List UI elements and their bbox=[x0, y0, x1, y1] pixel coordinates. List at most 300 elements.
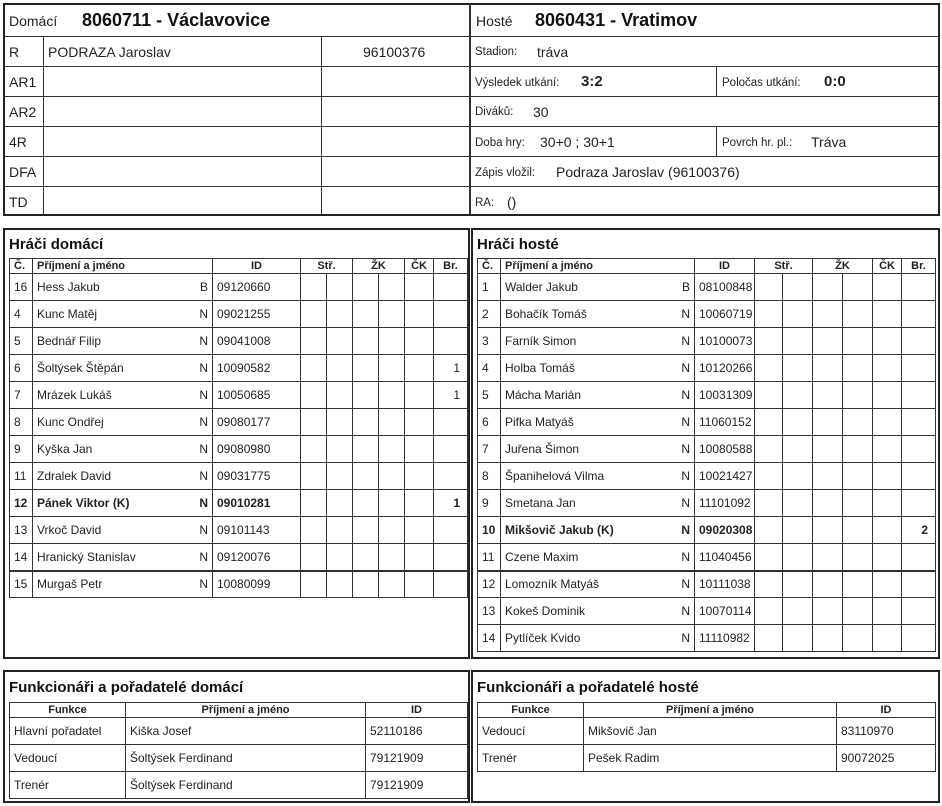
player-row bbox=[10, 409, 468, 436]
yellow-1 bbox=[353, 463, 379, 490]
yellow-1 bbox=[353, 490, 379, 517]
col-yellow: ŽK bbox=[813, 259, 873, 274]
player-name: Czene Maxim bbox=[505, 549, 579, 564]
player-name: Zdralek David bbox=[37, 469, 112, 483]
sub-out bbox=[783, 274, 813, 301]
yellow-2 bbox=[379, 490, 405, 517]
player-row bbox=[10, 571, 468, 598]
yellow-2 bbox=[843, 436, 873, 463]
red-card bbox=[405, 490, 434, 517]
col-role: Funkce bbox=[10, 703, 126, 718]
player-name-cell bbox=[501, 463, 695, 490]
yellow-1 bbox=[353, 517, 379, 544]
player-name: Kunc Ondřej bbox=[37, 415, 104, 429]
player-row bbox=[478, 598, 936, 625]
red-card bbox=[405, 274, 434, 301]
yellow-2 bbox=[843, 328, 873, 355]
sub-out bbox=[327, 274, 353, 301]
player-name-cell bbox=[501, 301, 695, 328]
player-id: 10021427 bbox=[695, 463, 755, 490]
player-name-cell bbox=[501, 328, 695, 355]
col-id: ID bbox=[695, 259, 755, 274]
player-status: N bbox=[681, 388, 690, 402]
player-status: N bbox=[681, 307, 690, 321]
player-id: 10111038 bbox=[695, 571, 755, 598]
sub-out bbox=[327, 328, 353, 355]
player-id: 10120266 bbox=[695, 355, 755, 382]
player-number: 16 bbox=[10, 274, 33, 301]
player-number: 9 bbox=[478, 490, 501, 517]
sub-out bbox=[327, 517, 353, 544]
functionary-role: Vedoucí bbox=[478, 718, 584, 745]
yellow-2 bbox=[843, 355, 873, 382]
player-row bbox=[478, 571, 936, 598]
player-name-cell bbox=[33, 517, 213, 544]
sub-in bbox=[301, 436, 327, 463]
red-card bbox=[873, 544, 902, 571]
yellow-2 bbox=[843, 625, 873, 652]
official-id-r: 96100376 bbox=[363, 44, 426, 60]
player-id: 10080099 bbox=[213, 571, 301, 598]
yellow-1 bbox=[813, 544, 843, 571]
away-players-table bbox=[477, 258, 936, 652]
player-number: 6 bbox=[478, 409, 501, 436]
player-row bbox=[478, 490, 936, 517]
yellow-1 bbox=[813, 409, 843, 436]
player-name: Murgaš Petr bbox=[37, 577, 103, 592]
player-row bbox=[10, 436, 468, 463]
home-players-table bbox=[9, 258, 468, 598]
sub-out bbox=[327, 436, 353, 463]
sub-in bbox=[755, 571, 783, 598]
player-name-cell bbox=[33, 571, 213, 598]
player-id: 08100848 bbox=[695, 274, 755, 301]
yellow-2 bbox=[379, 544, 405, 571]
player-goals bbox=[434, 517, 468, 544]
player-row bbox=[478, 625, 936, 652]
col-role: Funkce bbox=[478, 703, 584, 718]
player-id: 10060719 bbox=[695, 301, 755, 328]
yellow-1 bbox=[813, 328, 843, 355]
functionary-name: Pešek Radim bbox=[584, 745, 837, 772]
player-number: 14 bbox=[478, 625, 501, 652]
yellow-2 bbox=[379, 274, 405, 301]
sub-in bbox=[755, 598, 783, 625]
sub-out bbox=[327, 301, 353, 328]
player-name: Španihelová Vilma bbox=[505, 469, 605, 483]
col-id: ID bbox=[837, 703, 936, 718]
player-number: 12 bbox=[10, 490, 33, 517]
player-row bbox=[478, 544, 936, 571]
player-number: 14 bbox=[10, 544, 33, 571]
col-goals: Br. bbox=[902, 259, 936, 274]
away-functionaries-header bbox=[478, 703, 936, 718]
away-players-header bbox=[478, 259, 936, 274]
official-role-ar1: AR1 bbox=[9, 74, 37, 90]
sub-out bbox=[327, 544, 353, 571]
halftime-value: 0:0 bbox=[824, 73, 846, 90]
yellow-2 bbox=[843, 274, 873, 301]
yellow-2 bbox=[379, 517, 405, 544]
entered-by-value: Podraza Jaroslav (96100376) bbox=[556, 164, 740, 180]
player-name: Bednář Filip bbox=[37, 334, 102, 348]
sub-out bbox=[783, 436, 813, 463]
sub-out bbox=[783, 571, 813, 598]
col-name: Příjmení a jméno bbox=[584, 703, 837, 718]
player-goals bbox=[434, 544, 468, 571]
player-status: N bbox=[199, 388, 208, 402]
functionary-id: 90072025 bbox=[837, 745, 936, 772]
player-status: N bbox=[199, 577, 208, 592]
player-name-cell bbox=[33, 490, 213, 517]
player-name-cell bbox=[33, 436, 213, 463]
player-row bbox=[478, 463, 936, 490]
player-goals bbox=[434, 571, 468, 598]
yellow-1 bbox=[813, 571, 843, 598]
sub-in bbox=[755, 409, 783, 436]
player-name-cell bbox=[501, 436, 695, 463]
match-header-frame bbox=[3, 3, 940, 216]
functionary-row bbox=[478, 745, 936, 772]
yellow-2 bbox=[379, 571, 405, 598]
functionary-id: 52110186 bbox=[366, 718, 468, 745]
yellow-1 bbox=[353, 328, 379, 355]
sub-in bbox=[301, 382, 327, 409]
player-status: N bbox=[199, 523, 208, 537]
player-name-cell bbox=[501, 517, 695, 544]
sub-in bbox=[755, 490, 783, 517]
player-id: 09021255 bbox=[213, 301, 301, 328]
red-card bbox=[405, 436, 434, 463]
player-number: 8 bbox=[478, 463, 501, 490]
functionary-id: 83110970 bbox=[837, 718, 936, 745]
yellow-1 bbox=[813, 355, 843, 382]
red-card bbox=[405, 328, 434, 355]
yellow-2 bbox=[843, 598, 873, 625]
col-name: Příjmení a jméno bbox=[126, 703, 366, 718]
sub-out bbox=[783, 355, 813, 382]
functionary-role: Trenér bbox=[478, 745, 584, 772]
player-status: N bbox=[199, 334, 208, 348]
yellow-2 bbox=[379, 409, 405, 436]
red-card bbox=[873, 355, 902, 382]
player-name-cell bbox=[33, 355, 213, 382]
yellow-1 bbox=[813, 625, 843, 652]
sub-in bbox=[755, 382, 783, 409]
player-status: N bbox=[681, 577, 690, 592]
player-id: 11110982 bbox=[695, 625, 755, 652]
player-id: 09031775 bbox=[213, 463, 301, 490]
player-row bbox=[478, 274, 936, 301]
col-goals: Br. bbox=[434, 259, 468, 274]
away-players-title: Hráči hosté bbox=[477, 236, 559, 253]
away-team-name: 8060431 - Vratimov bbox=[535, 10, 698, 30]
player-status: N bbox=[681, 334, 690, 348]
player-row bbox=[10, 517, 468, 544]
entered-by-label: Zápis vložil: bbox=[475, 167, 536, 179]
player-status: B bbox=[199, 280, 208, 294]
player-number: 8 bbox=[10, 409, 33, 436]
player-goals bbox=[434, 409, 468, 436]
player-name-cell bbox=[501, 274, 695, 301]
player-name: Šoltýsek Štěpán bbox=[37, 361, 124, 375]
player-number: 13 bbox=[10, 517, 33, 544]
player-name-cell bbox=[501, 490, 695, 517]
yellow-1 bbox=[353, 436, 379, 463]
home-team-name: 8060711 - Václavovice bbox=[82, 10, 271, 30]
sub-out bbox=[783, 517, 813, 544]
functionary-row bbox=[10, 718, 468, 745]
player-goals bbox=[902, 301, 936, 328]
player-name: Mrázek Lukáš bbox=[37, 388, 112, 402]
player-status: N bbox=[681, 361, 690, 375]
player-goals bbox=[434, 436, 468, 463]
player-status: N bbox=[199, 549, 208, 564]
player-name-cell bbox=[501, 544, 695, 571]
functionary-role: Hlavní pořadatel bbox=[10, 718, 126, 745]
sub-in bbox=[755, 301, 783, 328]
sub-in bbox=[301, 301, 327, 328]
sub-in bbox=[755, 355, 783, 382]
player-number: 15 bbox=[10, 571, 33, 598]
red-card bbox=[873, 274, 902, 301]
red-card bbox=[873, 382, 902, 409]
player-goals bbox=[902, 463, 936, 490]
result-label: Výsledek utkání: bbox=[475, 77, 560, 89]
player-number: 10 bbox=[478, 517, 501, 544]
functionary-id: 79121909 bbox=[366, 772, 468, 799]
player-row bbox=[478, 301, 936, 328]
player-status: N bbox=[199, 307, 208, 321]
functionary-role: Trenér bbox=[10, 772, 126, 799]
player-goals: 2 bbox=[902, 517, 936, 544]
yellow-1 bbox=[813, 274, 843, 301]
sub-in bbox=[301, 409, 327, 436]
functionary-name: Mikšovič Jan bbox=[584, 718, 837, 745]
col-sub: Stř. bbox=[755, 259, 813, 274]
player-row bbox=[10, 544, 468, 571]
player-name: Pytlíček Kvido bbox=[505, 631, 581, 645]
sub-out bbox=[783, 544, 813, 571]
yellow-1 bbox=[813, 301, 843, 328]
sub-out bbox=[327, 463, 353, 490]
yellow-2 bbox=[843, 571, 873, 598]
player-number: 1 bbox=[478, 274, 501, 301]
yellow-1 bbox=[813, 490, 843, 517]
player-row bbox=[10, 328, 468, 355]
player-name-cell bbox=[501, 625, 695, 652]
player-number: 3 bbox=[478, 328, 501, 355]
functionary-id: 79121909 bbox=[366, 745, 468, 772]
sub-in bbox=[755, 625, 783, 652]
sub-in bbox=[301, 490, 327, 517]
red-card bbox=[405, 463, 434, 490]
player-status: N bbox=[199, 415, 208, 429]
player-name-cell bbox=[33, 463, 213, 490]
player-name: Mácha Marián bbox=[505, 388, 582, 402]
yellow-2 bbox=[843, 301, 873, 328]
player-row bbox=[478, 382, 936, 409]
away-label: Hosté bbox=[476, 13, 513, 29]
col-red: ČK bbox=[873, 259, 902, 274]
player-goals bbox=[434, 274, 468, 301]
player-goals bbox=[902, 625, 936, 652]
player-name: Farník Simon bbox=[505, 334, 577, 348]
player-name-cell bbox=[33, 301, 213, 328]
home-players-title: Hráči domácí bbox=[9, 236, 104, 253]
sub-in bbox=[301, 517, 327, 544]
yellow-2 bbox=[843, 409, 873, 436]
player-row bbox=[10, 274, 468, 301]
player-status: N bbox=[681, 604, 690, 618]
sub-out bbox=[327, 571, 353, 598]
sub-in bbox=[301, 328, 327, 355]
official-role-r: R bbox=[9, 44, 20, 60]
player-name-cell bbox=[501, 355, 695, 382]
yellow-1 bbox=[353, 355, 379, 382]
red-card bbox=[405, 544, 434, 571]
sub-in bbox=[301, 274, 327, 301]
player-id: 09120660 bbox=[213, 274, 301, 301]
red-card bbox=[873, 409, 902, 436]
player-status: B bbox=[681, 280, 690, 294]
red-card bbox=[873, 490, 902, 517]
player-number: 11 bbox=[10, 463, 33, 490]
player-goals: 1 bbox=[434, 355, 468, 382]
sub-out bbox=[783, 328, 813, 355]
official-role-ar2: AR2 bbox=[9, 104, 37, 120]
player-name-cell bbox=[33, 274, 213, 301]
col-yellow: ŽK bbox=[353, 259, 405, 274]
yellow-1 bbox=[813, 436, 843, 463]
player-status: N bbox=[681, 523, 690, 537]
player-name-cell bbox=[33, 382, 213, 409]
sub-in bbox=[755, 328, 783, 355]
player-number: 6 bbox=[10, 355, 33, 382]
player-goals bbox=[902, 382, 936, 409]
player-number: 13 bbox=[478, 598, 501, 625]
functionary-row bbox=[10, 772, 468, 799]
sub-out bbox=[327, 490, 353, 517]
player-number: 7 bbox=[478, 436, 501, 463]
player-name: Holba Tomáš bbox=[505, 361, 575, 375]
col-id: ID bbox=[213, 259, 301, 274]
player-number: 9 bbox=[10, 436, 33, 463]
player-id: 09101143 bbox=[213, 517, 301, 544]
duration-value: 30+0 ; 30+1 bbox=[540, 134, 615, 150]
official-name-r: PODRAZA Jaroslav bbox=[48, 44, 171, 60]
red-card bbox=[405, 355, 434, 382]
sub-in bbox=[755, 517, 783, 544]
yellow-1 bbox=[353, 274, 379, 301]
player-row bbox=[478, 355, 936, 382]
player-id: 10050685 bbox=[213, 382, 301, 409]
player-goals bbox=[902, 409, 936, 436]
yellow-2 bbox=[843, 544, 873, 571]
yellow-1 bbox=[353, 301, 379, 328]
player-row bbox=[478, 517, 936, 544]
home-functionaries-header bbox=[10, 703, 468, 718]
col-name: Příjmení a jméno bbox=[33, 259, 213, 274]
player-name: Pánek Viktor (K) bbox=[37, 496, 130, 510]
official-role-td: TD bbox=[9, 194, 28, 210]
home-functionaries-title: Funkcionáři a pořadatelé domácí bbox=[9, 679, 244, 696]
player-row bbox=[10, 382, 468, 409]
player-number: 5 bbox=[10, 328, 33, 355]
red-card bbox=[405, 382, 434, 409]
yellow-1 bbox=[813, 463, 843, 490]
result-value: 3:2 bbox=[581, 73, 603, 90]
sub-out bbox=[327, 355, 353, 382]
player-number: 4 bbox=[10, 301, 33, 328]
player-name: Hess Jakub bbox=[37, 280, 100, 294]
sub-in bbox=[301, 571, 327, 598]
halftime-label: Poločas utkání: bbox=[722, 77, 801, 89]
yellow-1 bbox=[813, 382, 843, 409]
player-goals bbox=[902, 328, 936, 355]
red-card bbox=[873, 625, 902, 652]
player-name: Mikšovič Jakub (K) bbox=[505, 523, 614, 537]
sub-out bbox=[783, 463, 813, 490]
player-name: Bohačík Tomáš bbox=[505, 307, 587, 321]
player-status: N bbox=[681, 415, 690, 429]
red-card bbox=[405, 571, 434, 598]
player-goals bbox=[902, 571, 936, 598]
player-name-cell bbox=[33, 328, 213, 355]
player-number: 11 bbox=[478, 544, 501, 571]
player-name-cell bbox=[33, 544, 213, 571]
player-name: Hranický Stanislav bbox=[37, 549, 136, 564]
functionary-row bbox=[478, 718, 936, 745]
red-card bbox=[873, 598, 902, 625]
sub-in bbox=[755, 274, 783, 301]
player-goals bbox=[902, 274, 936, 301]
sub-out bbox=[327, 409, 353, 436]
sub-in bbox=[755, 463, 783, 490]
yellow-2 bbox=[843, 517, 873, 544]
player-name: Kunc Matěj bbox=[37, 307, 98, 321]
player-goals bbox=[434, 463, 468, 490]
ra-label: RA: bbox=[475, 197, 495, 209]
red-card bbox=[873, 571, 902, 598]
player-number: 4 bbox=[478, 355, 501, 382]
player-goals: 1 bbox=[434, 490, 468, 517]
yellow-2 bbox=[843, 463, 873, 490]
red-card bbox=[405, 517, 434, 544]
spectators-label: Diváků: bbox=[475, 106, 514, 118]
sub-out bbox=[327, 382, 353, 409]
yellow-1 bbox=[353, 544, 379, 571]
col-name: Příjmení a jméno bbox=[501, 259, 695, 274]
player-row bbox=[478, 436, 936, 463]
ra-value: () bbox=[507, 194, 517, 210]
player-number: 5 bbox=[478, 382, 501, 409]
yellow-2 bbox=[379, 355, 405, 382]
player-row bbox=[10, 463, 468, 490]
player-status: N bbox=[681, 631, 690, 645]
player-status: N bbox=[681, 549, 690, 564]
player-name: Juřena Šimon bbox=[505, 442, 580, 456]
player-id: 10080588 bbox=[695, 436, 755, 463]
player-row bbox=[10, 490, 468, 517]
player-number: 12 bbox=[478, 571, 501, 598]
away-functionaries-title: Funkcionáři a pořadatelé hosté bbox=[477, 679, 699, 696]
yellow-2 bbox=[379, 382, 405, 409]
sub-in bbox=[301, 544, 327, 571]
yellow-1 bbox=[813, 517, 843, 544]
red-card bbox=[873, 328, 902, 355]
home-players-header bbox=[10, 259, 468, 274]
